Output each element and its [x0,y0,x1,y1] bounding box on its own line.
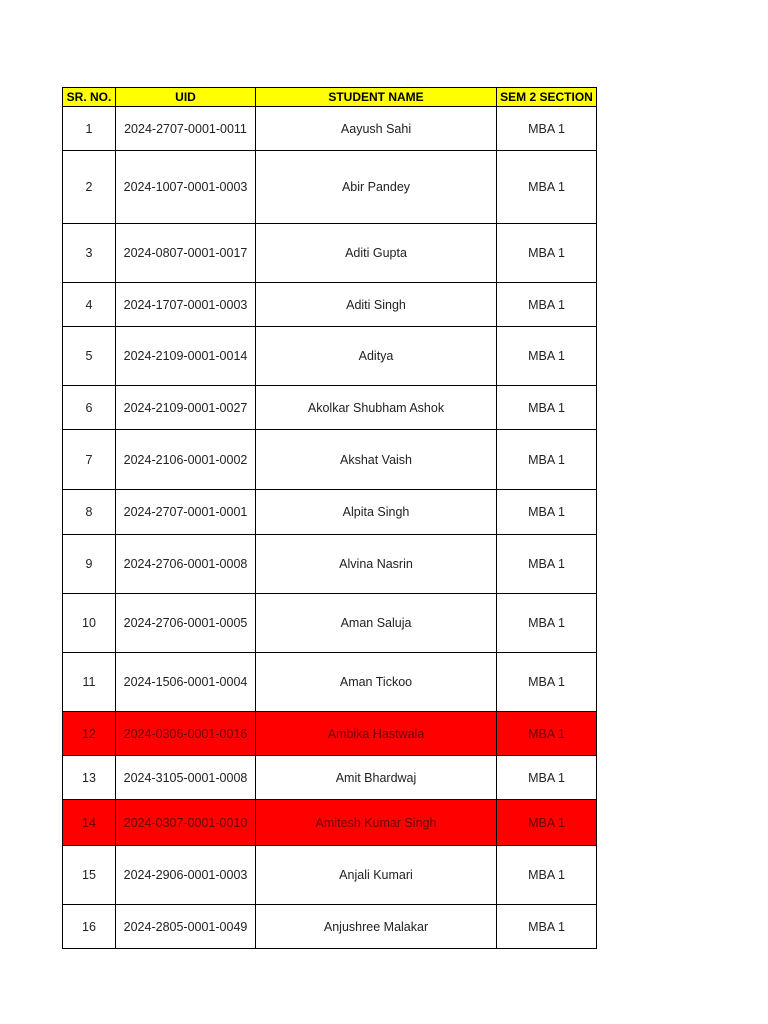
cell-student-name: Amitesh Kumar Singh [256,800,497,846]
cell-sr-no: 5 [63,327,116,386]
cell-section: MBA 1 [497,756,597,800]
cell-uid: 2024-0307-0001-0010 [116,800,256,846]
cell-uid: 2024-2106-0001-0002 [116,430,256,490]
cell-section: MBA 1 [497,653,597,712]
table-row [63,107,597,151]
cell-section: MBA 1 [497,535,597,594]
cell-student-name: Ambika Hastwala [256,712,497,756]
header-row [63,88,597,107]
cell-section: MBA 1 [497,594,597,653]
cell-student-name: Alpita Singh [256,490,497,535]
cell-student-name: Aman Saluja [256,594,497,653]
table-body [63,107,597,949]
cell-section: MBA 1 [497,430,597,490]
cell-section: MBA 1 [497,151,597,224]
cell-student-name: Aditi Singh [256,283,497,327]
header-student-name: STUDENT NAME [256,88,497,107]
header-sr-no: SR. NO. [63,88,116,107]
cell-student-name: Anjushree Malakar [256,905,497,949]
cell-section: MBA 1 [497,327,597,386]
cell-uid: 2024-3105-0001-0008 [116,756,256,800]
table-row [63,712,597,756]
cell-section: MBA 1 [497,490,597,535]
table-row [63,653,597,712]
table-row [63,327,597,386]
cell-student-name: Aditya [256,327,497,386]
cell-sr-no: 8 [63,490,116,535]
cell-sr-no: 13 [63,756,116,800]
cell-student-name: Alvina Nasrin [256,535,497,594]
table-row [63,430,597,490]
table-row [63,283,597,327]
cell-sr-no: 7 [63,430,116,490]
cell-uid: 2024-2706-0001-0008 [116,535,256,594]
cell-sr-no: 16 [63,905,116,949]
cell-uid: 2024-2109-0001-0027 [116,386,256,430]
student-table [62,87,597,949]
table-row [63,594,597,653]
cell-section: MBA 1 [497,846,597,905]
cell-section: MBA 1 [497,905,597,949]
cell-sr-no: 4 [63,283,116,327]
cell-sr-no: 3 [63,224,116,283]
cell-student-name: Abir Pandey [256,151,497,224]
cell-student-name: Akshat Vaish [256,430,497,490]
cell-uid: 2024-0306-0001-0016 [116,712,256,756]
cell-section: MBA 1 [497,712,597,756]
table-row [63,846,597,905]
cell-sr-no: 12 [63,712,116,756]
cell-uid: 2024-2906-0001-0003 [116,846,256,905]
cell-student-name: Aditi Gupta [256,224,497,283]
header-sem-2-section: SEM 2 SECTION [497,88,597,107]
cell-uid: 2024-2707-0001-0001 [116,490,256,535]
cell-uid: 2024-0807-0001-0017 [116,224,256,283]
cell-sr-no: 2 [63,151,116,224]
cell-uid: 2024-2706-0001-0005 [116,594,256,653]
cell-section: MBA 1 [497,224,597,283]
cell-uid: 2024-2805-0001-0049 [116,905,256,949]
cell-section: MBA 1 [497,283,597,327]
cell-student-name: Aayush Sahi [256,107,497,151]
table-row [63,905,597,949]
table-row [63,490,597,535]
header-uid: UID [116,88,256,107]
cell-student-name: Anjali Kumari [256,846,497,905]
cell-section: MBA 1 [497,386,597,430]
cell-sr-no: 10 [63,594,116,653]
table-row [63,224,597,283]
cell-sr-no: 9 [63,535,116,594]
table-row [63,535,597,594]
cell-sr-no: 11 [63,653,116,712]
table-row [63,800,597,846]
cell-section: MBA 1 [497,800,597,846]
cell-uid: 2024-2707-0001-0011 [116,107,256,151]
student-sheet [62,87,597,949]
cell-uid: 2024-1506-0001-0004 [116,653,256,712]
cell-sr-no: 6 [63,386,116,430]
cell-student-name: Aman Tickoo [256,653,497,712]
cell-sr-no: 1 [63,107,116,151]
cell-student-name: Akolkar Shubham Ashok [256,386,497,430]
table-row [63,756,597,800]
cell-sr-no: 14 [63,800,116,846]
cell-section: MBA 1 [497,107,597,151]
cell-sr-no: 15 [63,846,116,905]
table-row [63,386,597,430]
table-row [63,151,597,224]
cell-uid: 2024-2109-0001-0014 [116,327,256,386]
cell-uid: 2024-1707-0001-0003 [116,283,256,327]
cell-uid: 2024-1007-0001-0003 [116,151,256,224]
cell-student-name: Amit Bhardwaj [256,756,497,800]
